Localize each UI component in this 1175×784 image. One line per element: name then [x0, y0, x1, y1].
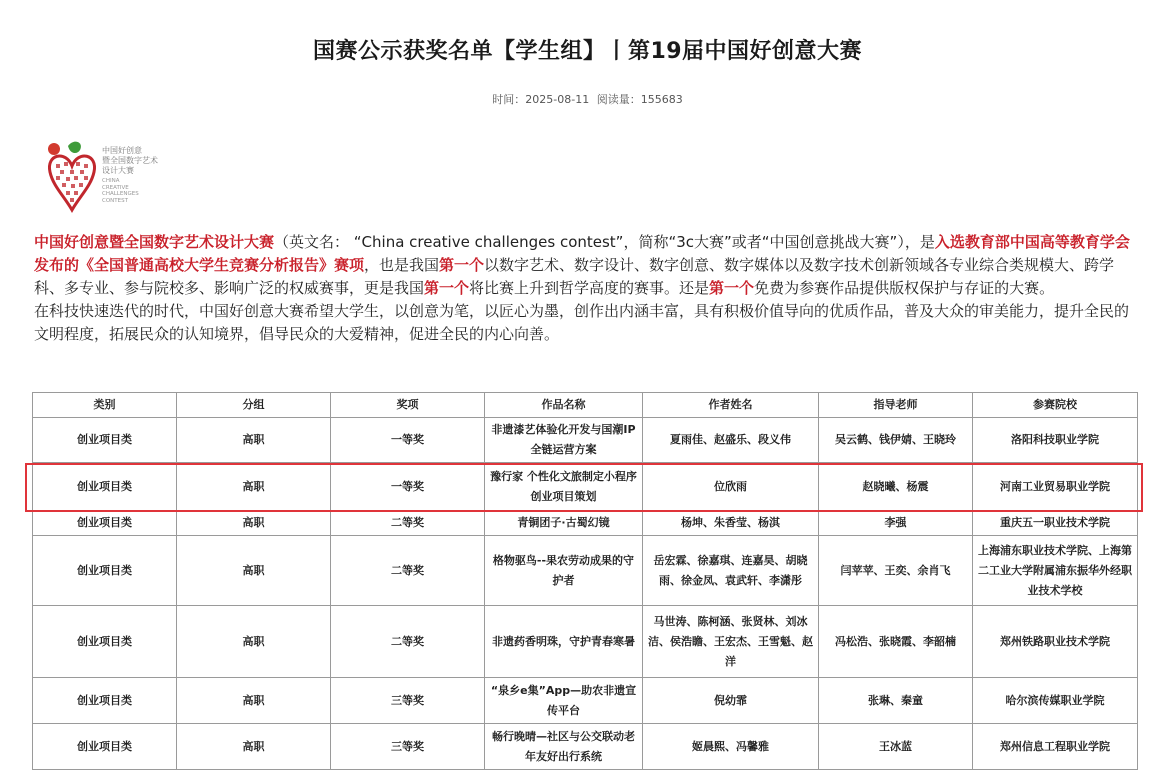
table-cell: “泉乡e集”App—助农非遗宣传平台: [485, 678, 643, 724]
table-header-cell: 奖项: [331, 393, 485, 418]
awards-table: [32, 392, 1138, 770]
table-cell: 创业项目类: [33, 606, 177, 678]
table-cell: 创业项目类: [33, 418, 177, 463]
table-cell: 二等奖: [331, 511, 485, 536]
table-row: [33, 463, 1138, 511]
table-cell: 青铜团子·古蜀幻镜: [485, 511, 643, 536]
publish-time: 时间：2025-08-11: [492, 93, 590, 106]
table-cell: 畅行晚晴—社区与公交联动老年友好出行系统: [485, 724, 643, 770]
table-cell: 上海浦东职业技术学院、上海第二工业大学附属浦东振华外经职业技术学校: [973, 536, 1138, 606]
intro-paragraph-1: [34, 231, 1142, 300]
table-cell: 冯松浩、张晓霞、李韶楠: [819, 606, 973, 678]
table-cell: 吴云鹤、钱伊婧、王晓玲: [819, 418, 973, 463]
table-cell: 高职: [177, 536, 331, 606]
table-cell: 二等奖: [331, 606, 485, 678]
table-cell: 创业项目类: [33, 463, 177, 511]
table-cell: 高职: [177, 418, 331, 463]
table-cell: 一等奖: [331, 463, 485, 511]
table-header-row: [33, 393, 1138, 418]
highlight-text: 中国好创意暨全国数字艺术设计大赛: [34, 233, 275, 251]
table-cell: 创业项目类: [33, 536, 177, 606]
table-cell: 创业项目类: [33, 678, 177, 724]
table-row: [33, 418, 1138, 463]
body-text: 将比赛上升到哲学高度的赛事。还是: [469, 279, 710, 297]
contest-logo: [44, 140, 204, 220]
table-header-cell: 参赛院校: [973, 393, 1138, 418]
table-cell: 豫行家 个性化文旅制定小程序创业项目策划: [485, 463, 643, 511]
table-header-cell: 指导老师: [819, 393, 973, 418]
table-cell: 非遗漆艺体验化开发与国潮IP全链运营方案: [485, 418, 643, 463]
table-header-cell: 作品名称: [485, 393, 643, 418]
table-cell: 河南工业贸易职业学院: [973, 463, 1138, 511]
body-text: 以数字艺术、数字设计、数字创意、数字媒体以及数字技术创新领域各专业综合类规模大、跨学科、多专业、参与院校多、影响广泛的权威赛事，更是我国: [34, 256, 1115, 297]
logo-cn-line: 设计大赛: [102, 166, 134, 175]
table-cell: 高职: [177, 606, 331, 678]
table-row: [33, 536, 1138, 606]
table-header-cell: 作者姓名: [643, 393, 819, 418]
body-text: （英文名： “China creative challenges contest”，简称“3c大赛”或者“中国创意挑战大赛”），是: [274, 233, 935, 251]
table-cell: 高职: [177, 724, 331, 770]
intro-text: [34, 231, 1142, 346]
highlight-text: 第一个: [709, 279, 755, 297]
table-cell: 张琳、秦童: [819, 678, 973, 724]
table-row: [33, 511, 1138, 536]
table-cell: 创业项目类: [33, 724, 177, 770]
table-cell: 杨坤、朱香莹、杨淇: [643, 511, 819, 536]
table-cell: 高职: [177, 678, 331, 724]
table-cell: 哈尔滨传媒职业学院: [973, 678, 1138, 724]
page-title: 国赛公示获奖名单【学生组】丨第19届中国好创意大赛: [312, 39, 863, 64]
table-cell: 重庆五一职业技术学院: [973, 511, 1138, 536]
table-cell: 创业项目类: [33, 511, 177, 536]
highlight-text: 第一个: [424, 279, 470, 297]
table-cell: 郑州信息工程职业学院: [973, 724, 1138, 770]
intro-paragraph-2: 在科技快速迭代的时代，中国好创意大赛希望大学生，以创意为笔，以匠心为墨，创作出内涵丰富，具有积极价值导向的优质作品，普及大众的审美能力，提升全民的文明程度，拓展民众的认知境界，倡导民众的大爱精神，促进全民的内心向善。: [34, 302, 1130, 343]
table-cell: 夏雨佳、赵盛乐、段义伟: [643, 418, 819, 463]
table-cell: 姬晨熙、冯馨雅: [643, 724, 819, 770]
table-cell: 格物驱鸟--果农劳动成果的守护者: [485, 536, 643, 606]
article-meta: [0, 91, 1175, 107]
table-cell: 郑州铁路职业技术学院: [973, 606, 1138, 678]
table-cell: 洛阳科技职业学院: [973, 418, 1138, 463]
highlight-text: 第一个: [439, 256, 485, 274]
table-cell: 非遗药香明珠，守护青春寒暑: [485, 606, 643, 678]
logo-en-line: CREATIVE: [102, 184, 129, 191]
table-row: [33, 606, 1138, 678]
table-row: [33, 678, 1138, 724]
table-header-cell: 类别: [33, 393, 177, 418]
table-cell: 位欣雨: [643, 463, 819, 511]
table-cell: 一等奖: [331, 418, 485, 463]
table-cell: 闫苹苹、王奕、余肖飞: [819, 536, 973, 606]
table-cell: 三等奖: [331, 678, 485, 724]
table-row: [33, 724, 1138, 770]
table-cell: 高职: [177, 463, 331, 511]
logo-en-line: CHALLENGES: [102, 191, 139, 197]
table-cell: 赵晓曦、杨震: [819, 463, 973, 511]
table-header-cell: 分组: [177, 393, 331, 418]
table-cell: 三等奖: [331, 724, 485, 770]
table-cell: 李强: [819, 511, 973, 536]
logo-en-line: CONTEST: [102, 197, 128, 204]
table-cell: 高职: [177, 511, 331, 536]
table-cell: 王冰蓝: [819, 724, 973, 770]
table-cell: 二等奖: [331, 536, 485, 606]
logo-en-line: CHINA: [102, 178, 120, 184]
highlight-text: 入选教育部中国高等教育学会发布的《全国普通高校大学生竞赛分析报告》赛项: [34, 233, 1130, 274]
body-text: 免费为参赛作品提供版权保护与存证的大赛。: [754, 279, 1055, 297]
logo-text: [102, 146, 158, 204]
logo-cn-line: 中国好创意: [102, 146, 142, 155]
body-text: ，也是我国: [364, 256, 440, 274]
view-count: 阅读量：155683: [596, 93, 683, 106]
table-cell: 岳宏霖、徐嘉琪、连嘉昊、胡晓雨、徐金凤、袁武轩、李潇彤: [643, 536, 819, 606]
logo-cn-line: 暨全国数字艺术: [102, 156, 158, 165]
table-cell: 倪幼霏: [643, 678, 819, 724]
table-cell: 马世涛、陈柯涵、张贤林、刘冰洁、侯浩瞻、王宏杰、王雪魁、赵洋: [643, 606, 819, 678]
heart-logo-icon: [44, 140, 100, 216]
